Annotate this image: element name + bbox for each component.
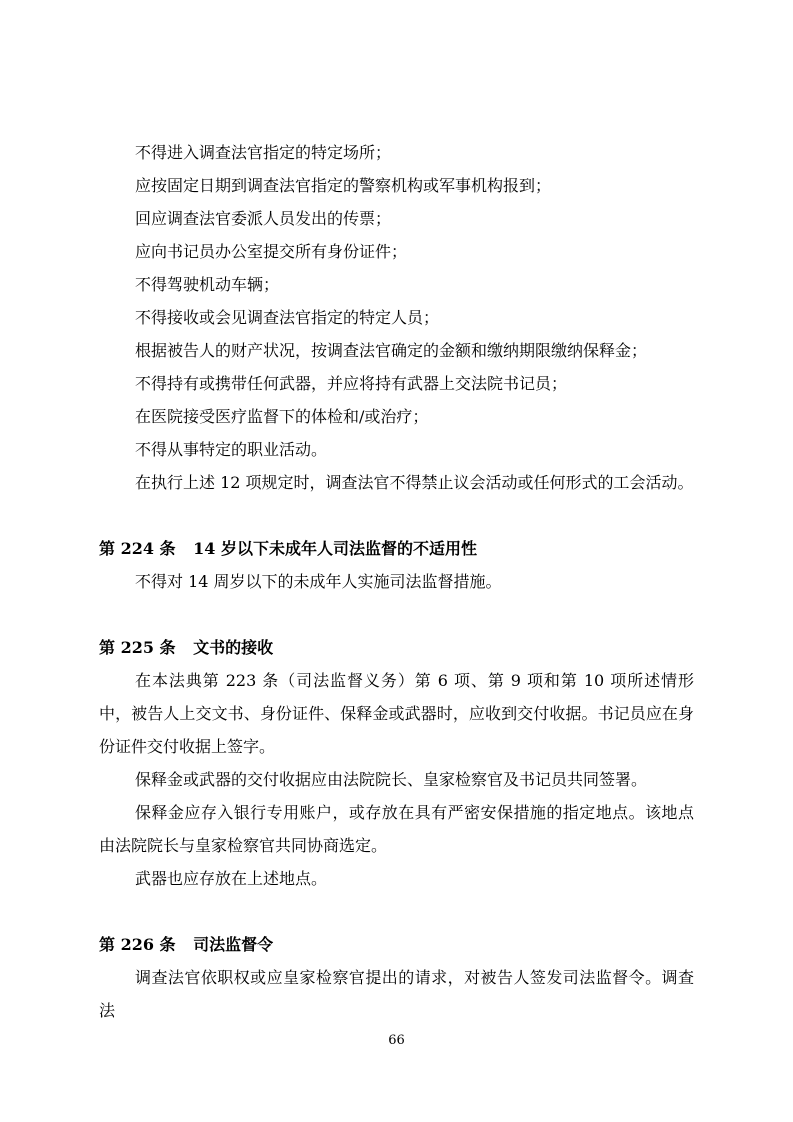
list-item: 不得进入调查法官指定的特定场所； [135,143,392,162]
article-title: 14 岁以下未成年人司法监督的不适用性 [193,539,477,558]
list-item: 回应调查法官委派人员发出的传票； [135,209,392,228]
article-paragraph: 武器也应存放在上述地点。 [135,869,328,888]
list-item: 不得驾驶机动车辆； [135,275,280,294]
article-paragraph: 不得对 14 周岁以下的未成年人实施司法监督措施。 [135,572,502,591]
list-item: 不得从事特定的职业活动。 [135,440,328,459]
article-number: 第 225 条 [99,638,176,657]
article-paragraph: 保释金或武器的交付收据应由法院院长、皇家检察官及书记员共同签署。 [135,770,648,789]
list-item: 不得持有或携带任何武器，并应将持有武器上交法院书记员； [135,374,568,393]
list-item: 在医院接受医疗监督下的体检和/或治疗； [135,407,429,426]
document-body [99,136,694,1027]
article-number: 第 226 条 [99,935,176,954]
list-item: 根据被告人的财产状况，按调查法官确定的金额和缴纳期限缴纳保释金； [135,341,648,360]
article-224-heading [99,532,694,565]
page-number: 66 [388,1033,405,1048]
article-number: 第 224 条 [99,539,176,558]
article-paragraph: 调查法官依职权或应皇家检察官提出的请求，对被告人签发司法监督令。调查法 [99,968,694,1020]
list-item: 应向书记员办公室提交所有身份证件； [135,242,408,261]
article-paragraph: 保释金应存入银行专用账户，或存放在具有严密安保措施的指定地点。该地点由法院院长与皇家检察官共同协商选定。 [99,803,694,855]
article-title: 文书的接收 [193,638,274,657]
closing-line: 在执行上述 12 项规定时，调查法官不得禁止议会活动或任何形式的工会活动。 [135,473,694,492]
article-226-heading [99,928,694,961]
article-225-heading [99,631,694,664]
list-item: 不得接收或会见调查法官指定的特定人员； [135,308,440,327]
article-paragraph: 在本法典第 223 条（司法监督义务）第 6 项、第 9 项和第 10 项所述情形中，被告人上交文书、身份证件、保释金或武器时，应收到交付收据。书记员应在身份证件交付收据上签字。 [99,671,694,756]
list-item: 应按固定日期到调查法官指定的警察机构或军事机构报到； [135,176,552,195]
article-title: 司法监督令 [193,935,274,954]
